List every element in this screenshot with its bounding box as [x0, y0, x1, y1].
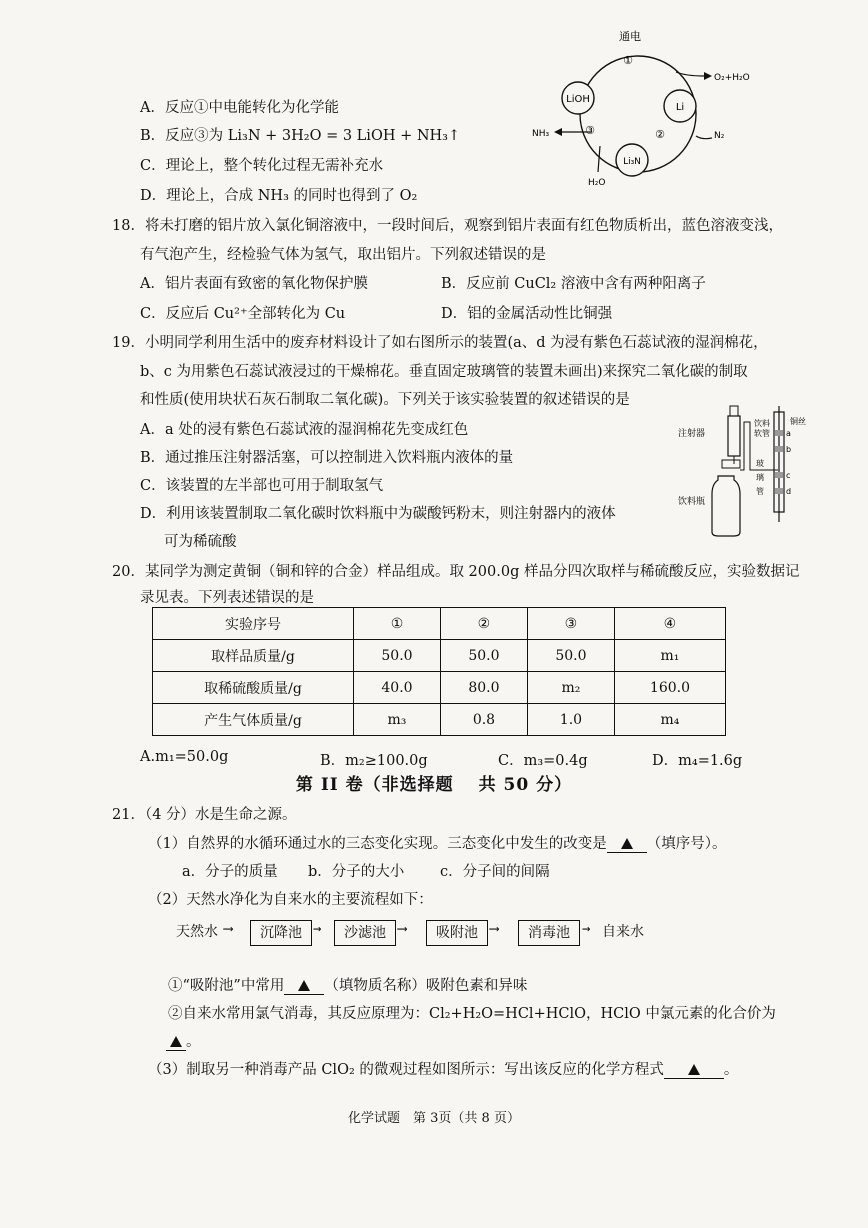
flow-arrow-icon: ⟶ [490, 921, 499, 937]
flow-end-text: 自来水 [602, 924, 644, 940]
section-title: 第 II 卷（非选择题 共 50 分） [295, 775, 573, 795]
q21-part1-option-a: a．分子的质量 [182, 864, 278, 880]
li3n-label: Li₃N [623, 157, 641, 167]
table-cell: 50.0 [440, 640, 527, 672]
q20-stem-line1: 20．某同学为测定黄铜（铜和锌的合金）样品组成。取 200.0g 样品分四次取样与稀硫酸反应，实验数据记 [112, 564, 800, 580]
answer-triangle-icon [621, 838, 633, 849]
step3-label: ③ [585, 124, 595, 137]
table-header-cell: 实验序号 [153, 608, 354, 640]
table-cell: 80.0 [440, 672, 527, 704]
table-header-cell: ③ [527, 608, 614, 640]
flow-arrow-icon: → [582, 921, 591, 937]
q21-part1 [148, 832, 726, 853]
q18-option-d: D．铝的金属活动性比铜强 [441, 306, 613, 322]
q20-data-table [152, 607, 726, 736]
table-cell: m₂ [527, 672, 614, 704]
q21-part2: （2）天然水净化为自来水的主要流程如下： [148, 892, 433, 908]
tube-label-1: 饮料 [754, 419, 770, 428]
flow-box-sedimentation: 沉降池 [250, 920, 312, 946]
table-cell: 50.0 [354, 640, 441, 672]
table-row [153, 672, 726, 704]
q20-option-d: D．m₄=1.6g [652, 753, 743, 769]
h2o-label: H₂O [588, 178, 606, 188]
q17-cycle-diagram [528, 22, 758, 202]
q18-stem-line1: 18．将未打磨的铝片放入氯化铜溶液中，一段时间后，观察到铝片表面有红色物质析出，蓝色溶液变浅， [112, 218, 783, 234]
q21-part2-sub2-tail: 。 [186, 1034, 201, 1050]
step2-label: ② [655, 128, 665, 141]
table-cell: m₃ [354, 704, 441, 736]
flow-box-disinfection: 消毒池 [518, 920, 580, 946]
label-a: a [786, 429, 791, 438]
q19-stem-line2: b、c 为用紫色石蕊试液浸过的干燥棉花。垂直固定玻璃管的装置未画出)来探究二氧化碳的制取 [140, 364, 748, 380]
condition-label: 通电 [619, 30, 641, 43]
answer-triangle-icon [170, 1036, 182, 1047]
label-c: c [786, 471, 791, 480]
answer-blank[interactable] [166, 1034, 186, 1051]
q17-option-c: C．理论上，整个转化过程无需补充水 [140, 158, 384, 174]
q21-part2-sub2: ②自来水常用氯气消毒，其反应原理为：Cl₂+H₂O=HCl+HClO，HClO 中氯元素的化合价为 [168, 1006, 776, 1022]
q17-option-b: B．反应③为 Li₃N + 3H₂O = 3 LiOH + NH₃↑ [140, 128, 461, 144]
flow-box-adsorption: 吸附池 [426, 920, 488, 946]
flow-arrow-icon: ⟶ [398, 921, 407, 937]
q18-stem-line2: 有气泡产生，经检验气体为氢气，取出铝片。下列叙述错误的是 [140, 247, 546, 263]
table-cell: 50.0 [527, 640, 614, 672]
table-cell: m₄ [614, 704, 725, 736]
answer-triangle-icon [298, 980, 310, 991]
flow-arrow-icon: → [313, 921, 322, 937]
table-cell: 取样品质量/g [153, 640, 354, 672]
q21-part3-text: （3）制取另一种消毒产品 ClO₂ 的微观过程如图所示：写出该反应的化学方程式 [148, 1062, 664, 1078]
glass-label-2: 璃 [756, 473, 764, 482]
page-footer: 化学试题 第 3页（共 8 页） [348, 1111, 520, 1126]
step1-label: ① [623, 54, 633, 67]
q19-option-a: A．a 处的浸有紫色石蕊试液的湿润棉花先变成红色 [140, 422, 469, 438]
table-header-cell: ④ [614, 608, 725, 640]
answer-blank[interactable] [664, 1062, 724, 1079]
q19-apparatus-diagram [678, 404, 818, 540]
table-cell: 0.8 [440, 704, 527, 736]
q21-part2-sub1 [168, 974, 527, 995]
answer-blank[interactable] [607, 836, 647, 853]
q21-part2-sub1-tail: （填物质名称）吸附色素和异味 [324, 978, 528, 994]
q17-option-a: A．反应①中电能转化为化学能 [140, 100, 339, 116]
q21-part1-option-b: b．分子的大小 [308, 864, 405, 880]
syringe-shape [728, 416, 740, 456]
table-cell: 40.0 [354, 672, 441, 704]
table-header-cell: ① [354, 608, 441, 640]
q21-part1-option-c: c．分子间的间隔 [440, 864, 550, 880]
table-header-cell: ② [440, 608, 527, 640]
flow-arrow-icon: ⟶ [224, 921, 233, 937]
flow-start-text: 天然水 [176, 924, 218, 940]
q19-option-b: B．通过推压注射器活塞，可以控制进入饮料瓶内液体的量 [140, 450, 514, 466]
q18-option-c: C．反应后 Cu²⁺全部转化为 Cu [140, 306, 346, 322]
table-cell: 取稀硫酸质量/g [153, 672, 354, 704]
bottle-shape [712, 476, 740, 536]
table-cell: 160.0 [614, 672, 725, 704]
n2-label: N₂ [714, 131, 725, 141]
q21-part2-sub1-text: ①“吸附池”中常用 [168, 978, 285, 994]
q17-option-d: D．理论上，合成 NH₃ 的同时也得到了 O₂ [140, 188, 418, 204]
flow-box-sand-filter: 沙滤池 [334, 920, 396, 946]
label-d: d [786, 487, 792, 496]
q21-part1-tail: （填序号）。 [646, 836, 727, 852]
table-cell: 1.0 [527, 704, 614, 736]
label-b: b [786, 445, 792, 454]
glass-label-1: 玻 [756, 459, 764, 468]
q19-option-d-line2: 可为稀硫酸 [164, 534, 237, 550]
q20-stem-line2: 录见表。下列表述错误的是 [140, 590, 314, 606]
q19-stem-line1: 19．小明同学利用生活中的废弃材料设计了如右图所示的装置(a、d 为浸有紫色石蕊试液的湿润棉花， [112, 335, 768, 351]
q21-part1-text: （1）自然界的水循环通过水的三态变化实现。三态变化中发生的改变是 [148, 836, 607, 852]
table-row [153, 704, 726, 736]
bottle-label: 饮料瓶 [678, 497, 706, 507]
nh3-label: NH₃ [532, 129, 550, 139]
table-row [153, 640, 726, 672]
q19-option-d-line1: D．利用该装置制取二氧化碳时饮料瓶中为碳酸钙粉末，则注射器内的液体 [140, 506, 616, 522]
q20-option-a: A.m₁=50.0g [140, 749, 229, 765]
lioh-label: LiOH [566, 94, 590, 105]
glass-label-3: 管 [756, 487, 764, 496]
answer-triangle-icon [688, 1064, 700, 1075]
q21-stem: 21．（4 分）水是生命之源。 [112, 807, 297, 823]
q18-option-b: B．反应前 CuCl₂ 溶液中含有两种阳离子 [441, 276, 706, 292]
q20-option-b: B．m₂≥100.0g [320, 753, 428, 769]
q19-stem-line3: 和性质(使用块状石灰石制取二氧化碳)。下列关于该实验装置的叙述错误的是 [140, 392, 630, 408]
q18-option-a: A．铝片表面有致密的氧化物保护膜 [140, 276, 368, 292]
wire-label: 铜丝 [790, 417, 806, 426]
tube-label-2: 软管 [754, 429, 770, 438]
table-header-row [153, 608, 726, 640]
li-label: Li [675, 102, 685, 113]
table-cell: 产生气体质量/g [153, 704, 354, 736]
q20-option-c: C．m₃=0.4g [498, 753, 588, 769]
o2-label: O₂+H₂O [714, 73, 750, 83]
q21-part2-sub2-answer [166, 1030, 201, 1051]
answer-blank[interactable] [284, 978, 324, 995]
table-cell: m₁ [614, 640, 725, 672]
syringe-label: 注射器 [678, 429, 706, 439]
q21-part3 [148, 1058, 738, 1079]
q19-option-c: C．该装置的左半部也可用于制取氢气 [140, 478, 384, 494]
q21-part3-tail: 。 [723, 1062, 739, 1078]
